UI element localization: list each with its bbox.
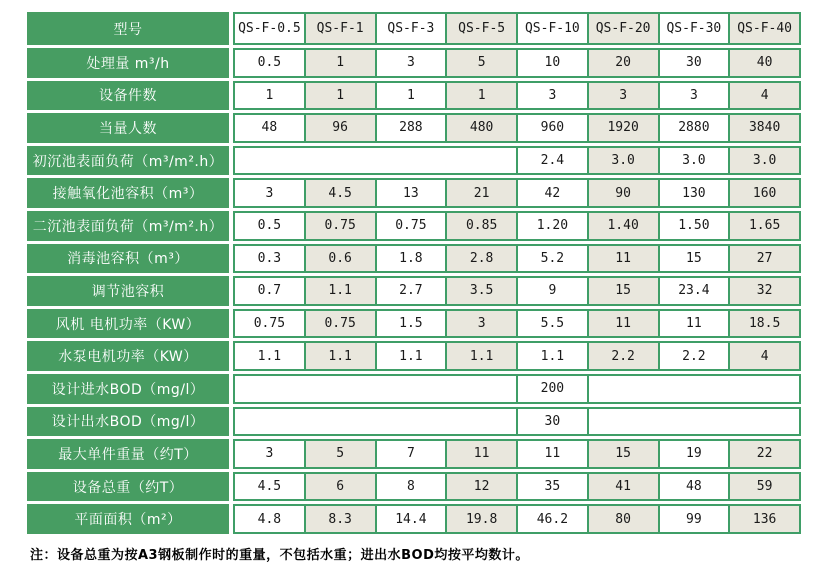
header-model-cell: QS-F-40 (730, 14, 799, 43)
table-cell: 5.2 (518, 246, 587, 272)
table-cell: 19.8 (447, 506, 516, 532)
table-cell: 1.50 (660, 213, 729, 239)
row-cells (233, 244, 801, 274)
table-cell: 3 (235, 180, 304, 206)
header-model-cells (233, 12, 801, 45)
table-cell: 18.5 (730, 311, 799, 337)
table-cell: 23.4 (660, 278, 729, 304)
table-cell: 5 (447, 50, 516, 76)
row-label: 消毒池容积（m³） (27, 244, 229, 274)
table-cell: 1.1 (377, 343, 446, 369)
table-row (27, 178, 801, 208)
table-cell: 27 (730, 246, 799, 272)
row-label: 水泵电机功率（KW） (27, 341, 229, 371)
table-cell: 9 (518, 278, 587, 304)
table-cell: 1.20 (518, 213, 587, 239)
table-cell: 99 (660, 506, 729, 532)
table-cell: 2.2 (589, 343, 658, 369)
row-label: 当量人数 (27, 113, 229, 143)
table-cell: 3 (660, 83, 729, 109)
table-row (27, 472, 801, 502)
table-cell: 3 (377, 50, 446, 76)
row-cells (233, 113, 801, 143)
table-cell: 40 (730, 50, 799, 76)
table-cell: 3.0 (730, 148, 799, 174)
table-cell: 4 (730, 343, 799, 369)
table-cell: 30 (518, 409, 587, 435)
table-cell: 15 (660, 246, 729, 272)
table-cell: 4 (730, 83, 799, 109)
table-cell: 1.1 (518, 343, 587, 369)
table-cell: 14.4 (377, 506, 446, 532)
table-cell: 19 (660, 441, 729, 467)
table-cell: 0.5 (235, 213, 304, 239)
table-row (27, 276, 801, 306)
table-cell: 8 (377, 474, 446, 500)
row-cells (233, 504, 801, 534)
row-cells (233, 81, 801, 111)
table-cell: 4.5 (306, 180, 375, 206)
table-cell: 30 (660, 50, 729, 76)
table-cell: 1920 (589, 115, 658, 141)
table-row (27, 439, 801, 469)
table-cell: 3 (589, 83, 658, 109)
table-cell: 200 (518, 376, 587, 402)
table-cell: 10 (518, 50, 587, 76)
table-cell-empty (235, 148, 516, 174)
table-cell: 160 (730, 180, 799, 206)
table-cell-empty (589, 376, 799, 402)
table-cell: 2.7 (377, 278, 446, 304)
table-cell: 0.75 (306, 213, 375, 239)
row-cells (233, 407, 801, 437)
table-cell: 32 (730, 278, 799, 304)
table-cell: 1.5 (377, 311, 446, 337)
row-label: 设计进水BOD（mg/l） (27, 374, 229, 404)
table-cell: 1.8 (377, 246, 446, 272)
table-cell: 15 (589, 441, 658, 467)
table-cell: 0.75 (306, 311, 375, 337)
table-cell: 288 (377, 115, 446, 141)
table-cell: 2880 (660, 115, 729, 141)
table-cell: 8.3 (306, 506, 375, 532)
table-cell: 90 (589, 180, 658, 206)
table-row (27, 407, 801, 437)
header-model-cell: QS-F-30 (660, 14, 729, 43)
table-cell: 11 (447, 441, 516, 467)
table-row (27, 309, 801, 339)
table-cell: 1 (306, 50, 375, 76)
table-cell: 6 (306, 474, 375, 500)
table-cell: 1 (306, 83, 375, 109)
header-corner-label: 型号 (27, 12, 229, 45)
header-model-cell: QS-F-1 (306, 14, 375, 43)
table-cell: 0.5 (235, 50, 304, 76)
row-cells (233, 211, 801, 241)
table-cell: 80 (589, 506, 658, 532)
table-row (27, 48, 801, 78)
row-label: 最大单件重量（约T） (27, 439, 229, 469)
table-cell: 1.1 (306, 343, 375, 369)
table-cell: 42 (518, 180, 587, 206)
table-cell: 11 (589, 246, 658, 272)
table-cell: 4.8 (235, 506, 304, 532)
table-cell: 20 (589, 50, 658, 76)
row-label: 平面面积（m²） (27, 504, 229, 534)
row-cells (233, 309, 801, 339)
table-cell-empty (235, 409, 516, 435)
table-cell-empty (589, 409, 799, 435)
row-label: 调节池容积 (27, 276, 229, 306)
table-cell: 1 (377, 83, 446, 109)
table-cell: 48 (235, 115, 304, 141)
table-cell: 1.65 (730, 213, 799, 239)
table-cell: 1.1 (235, 343, 304, 369)
table-cell: 2.4 (518, 148, 587, 174)
table-cell: 1.1 (306, 278, 375, 304)
table-cell: 480 (447, 115, 516, 141)
header-model-cell: QS-F-3 (377, 14, 446, 43)
table-footnote: 注：设备总重为按A3钢板制作时的重量，不包括水重；进出水BOD均按平均数计。 (30, 548, 529, 563)
table-cell: 48 (660, 474, 729, 500)
table-cell: 960 (518, 115, 587, 141)
table-row (27, 504, 801, 534)
row-label: 处理量 m³/h (27, 48, 229, 78)
table-cell: 4.5 (235, 474, 304, 500)
row-label: 设备件数 (27, 81, 229, 111)
table-row (27, 113, 801, 143)
row-label: 设备总重（约T） (27, 472, 229, 502)
table-row (27, 81, 801, 111)
table-cell: 0.7 (235, 278, 304, 304)
row-cells (233, 341, 801, 371)
table-row (27, 374, 801, 404)
table-cell: 7 (377, 441, 446, 467)
table-cell: 22 (730, 441, 799, 467)
table-cell: 3.5 (447, 278, 516, 304)
row-label: 二沉池表面负荷（m³/m².h） (27, 211, 229, 241)
table-cell: 3 (235, 441, 304, 467)
table-cell: 0.85 (447, 213, 516, 239)
table-cell: 46.2 (518, 506, 587, 532)
table-cell: 12 (447, 474, 516, 500)
table-header-row (27, 12, 801, 45)
row-cells (233, 178, 801, 208)
table-cell: 5 (306, 441, 375, 467)
header-model-cell: QS-F-10 (518, 14, 587, 43)
header-model-cell: QS-F-20 (589, 14, 658, 43)
table-cell: 3 (447, 311, 516, 337)
table-row (27, 146, 801, 176)
table-cell: 13 (377, 180, 446, 206)
table-cell: 0.75 (235, 311, 304, 337)
row-label: 设计出水BOD（mg/l） (27, 407, 229, 437)
table-cell: 1 (235, 83, 304, 109)
row-cells (233, 472, 801, 502)
table-cell: 11 (589, 311, 658, 337)
table-cell: 41 (589, 474, 658, 500)
table-cell: 35 (518, 474, 587, 500)
table-cell: 130 (660, 180, 729, 206)
table-cell: 15 (589, 278, 658, 304)
table-cell: 96 (306, 115, 375, 141)
spec-table (27, 12, 801, 534)
table-row (27, 341, 801, 371)
table-cell: 59 (730, 474, 799, 500)
table-cell-empty (235, 376, 516, 402)
table-cell: 3.0 (660, 148, 729, 174)
table-cell: 0.75 (377, 213, 446, 239)
header-model-cell: QS-F-5 (447, 14, 516, 43)
row-label: 初沉池表面负荷（m³/m².h） (27, 146, 229, 176)
table-cell: 0.3 (235, 246, 304, 272)
row-label: 风机 电机功率（KW） (27, 309, 229, 339)
table-cell: 1.1 (447, 343, 516, 369)
table-cell: 1 (447, 83, 516, 109)
row-cells (233, 276, 801, 306)
row-cells (233, 146, 801, 176)
row-cells (233, 374, 801, 404)
table-row (27, 211, 801, 241)
table-cell: 2.8 (447, 246, 516, 272)
table-cell: 3.0 (589, 148, 658, 174)
table-cell: 11 (660, 311, 729, 337)
table-row (27, 244, 801, 274)
header-model-cell: QS-F-0.5 (235, 14, 304, 43)
row-cells (233, 48, 801, 78)
table-cell: 1.40 (589, 213, 658, 239)
table-cell: 3 (518, 83, 587, 109)
table-cell: 21 (447, 180, 516, 206)
table-cell: 136 (730, 506, 799, 532)
row-label: 接触氧化池容积（m³） (27, 178, 229, 208)
table-cell: 2.2 (660, 343, 729, 369)
row-cells (233, 439, 801, 469)
table-cell: 0.6 (306, 246, 375, 272)
table-cell: 3840 (730, 115, 799, 141)
table-cell: 11 (518, 441, 587, 467)
table-cell: 5.5 (518, 311, 587, 337)
